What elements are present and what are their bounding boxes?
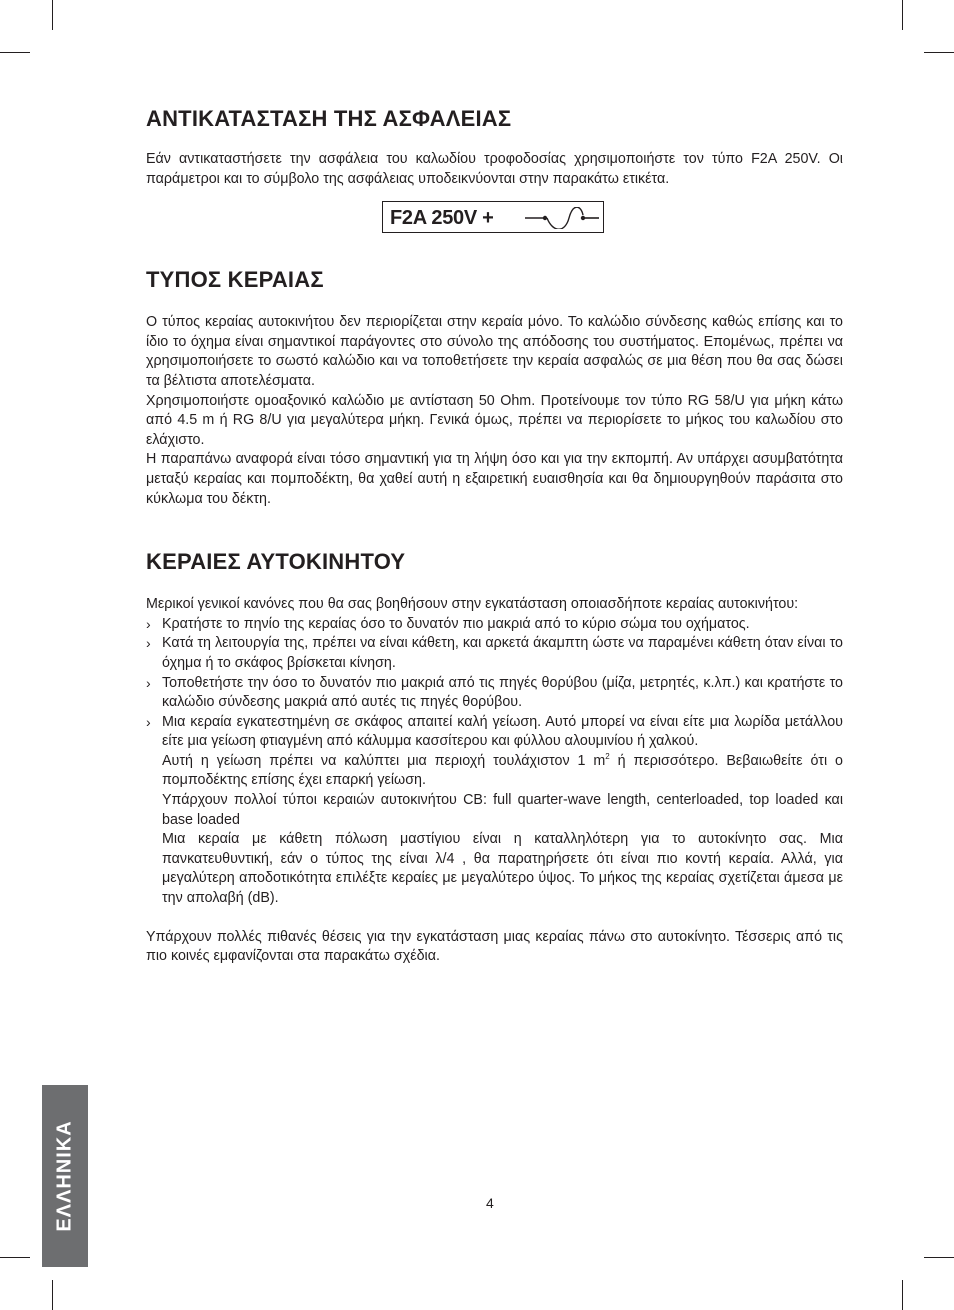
closing-paragraph: Υπάρχουν πολλές πιθανές θέσεις για την εγκατάσταση μιας κεραίας πάνω στο αυτοκίνητο. Τέσσερις από τις πιο κοινές εμφανίζονται στα παρακάτω σχέδια. <box>146 928 843 965</box>
grounding-continuation <box>146 752 843 791</box>
page-number: 4 <box>486 1195 494 1211</box>
crop-mark <box>52 1280 53 1310</box>
crop-mark <box>52 0 53 30</box>
language-tab-label: ΕΛΛΗΝΙΚΑ <box>53 1120 76 1232</box>
square-superscript: 2 <box>605 752 610 762</box>
language-side-tab <box>42 1085 88 1267</box>
page-content <box>146 104 843 967</box>
antenna-type-paragraph-1: Ο τύπος κεραίας αυτοκινήτου δεν περιορίζεται στην κεραία μόνο. Το καλώδιο σύνδεσης καθώς επίσης και το ίδιο το όχημα είναι σημαντικοί παράγοντες στο σύνολο της απόδοσης του συστήματος. Επομένως, πρέπει να χρησιμοποιήσετε το σωστό καλώδιο και να τοποθετήσετε την κεραία ασφαλώς σε μια θέση που θα σας δώσει τα βέλτιστα αποτελέσματα. <box>146 314 843 389</box>
list-item: › Τοποθετήστε την όσο το δυνατόν πιο μακριά από τις πηγές θορύβου (μίζα, μετρητές, κ.λπ.) και κρατήστε το καλώδιο σύνδεσης μακριά από αυτές τις πηγές θορύβου. <box>146 674 843 713</box>
grounding-text-a: Αυτή η γείωση πρέπει να καλύπτει μια περιοχή τουλάχιστον 1 m <box>162 752 606 769</box>
crop-mark <box>902 0 903 30</box>
list-item: › Κατά τη λειτουργία της, πρέπει να είναι κάθετη, και αρκετά άκαμπτη ώστε να παραμένει κάθετη όταν είναι το όχημα ή το σκάφος βρίσκεται κίνηση. <box>146 634 843 673</box>
list-item: › Μια κεραία εγκατεστημένη σε σκάφος απαιτεί καλή γείωση. Αυτό μπορεί να είναι είτε μια λωρίδα μετάλλου είτε μια γείωση φτιαγμένη από κάλυμμα κασσίτερου και φύλλου αλουμινίου ή χαλκού. <box>146 713 843 752</box>
fuse-paragraph: Εάν αντικαταστήσετε την ασφάλεια του καλωδίου τροφοδοσίας χρησιμοποιήστε τον τύπο F2A 250V. Οι παράμετροι και το σύμβολο της ασφάλειας υποδεικνύονται στην παρακάτω ετικέτα. <box>146 151 843 187</box>
fuse-heading: ΑΝΤΙΚΑΤΑΣΤΑΣΗ ΤΗΣ ΑΣΦΑΛΕΙΑΣ <box>146 106 512 131</box>
car-antennas-heading: ΚΕΡΑΙΕΣ ΑΥΤΟΚΙΝΗΤΟΥ <box>146 549 406 575</box>
fuse-label-area <box>146 201 843 237</box>
crop-mark <box>0 1257 30 1258</box>
antenna-type-paragraph-3: Η παραπάνω αναφορά είναι τόσο σημαντική για τη λήψη όσο και για την εκπομπή. Αν υπάρχει ασυμβατότητα μεταξύ κεραίας και πομποδέκτη, θα χαθεί αυτή η εξαιρετική ευαισθησία και θα δημιουργηθούν παράσιτα στο κύκλωμα του δέκτη. <box>146 451 843 507</box>
crop-mark <box>0 52 30 53</box>
crop-mark <box>924 1257 954 1258</box>
fuse-label-box <box>382 201 604 233</box>
antenna-type-paragraph-2: Χρησιμοποιήστε ομοαξονικό καλώδιο με αντίσταση 50 Ohm. Προτείνουμε τον τύπο RG 58/U για μήκη κάτω από 4.5 m ή RG 8/U για μεγαλύτερα μήκη. Γενικά όμως, πρέπει να περιορίσετε το μήκος του καλωδίου στο ελάχιστο. <box>146 392 843 448</box>
list-item: › Κρατήστε το πηνίο της κεραίας όσο το δυνατόν πιο μακριά από το κύριο σώμα του οχήματος. <box>146 615 843 635</box>
antenna-types-continuation: Υπάρχουν πολλοί τύποι κεραιών αυτοκινήτου CB: full quarter-wave length, centerloaded, top loaded και base loaded <box>162 792 843 828</box>
car-antennas-intro: Μερικοί γενικοί κανόνες που θα σας βοηθήσουν στην εγκατάσταση οποιασδήποτε κεραίας αυτοκινήτου: <box>146 596 799 613</box>
fuse-symbol-icon <box>523 207 601 229</box>
crop-mark <box>924 52 954 53</box>
car-antennas-body <box>146 595 843 967</box>
crop-mark <box>902 1280 903 1310</box>
antenna-type-heading: ΤΥΠΟΣ ΚΕΡΑΙΑΣ <box>146 267 324 293</box>
fuse-label-text: F2A 250V + <box>390 207 494 230</box>
polarization-continuation: Μια κεραία με κάθετη πόλωση μαστίγιου είναι η καταλληλότερη για το αυτοκίνητο σας. Μια πανκατευθυντική, εάν ο τύπος της είναι λ/4 , θα παρατηρήσετε ότι είναι πιο κοντή κεραία. Αλλά, για μεγαλύτερη αποδοτικότητα επιλέξτε κεραίες με μεγαλύτερο ύψος. Το μήκος της κεραίας σχετίζεται άμεσα με την απολαβή (dB). <box>162 831 843 907</box>
antenna-type-body <box>146 313 843 509</box>
grounding-text-b: ή περισσότερο. Βεβαιωθείτε ότι ο πομποδέκτης επίσης έχει επαρκή γείωση. <box>162 752 843 789</box>
car-antennas-rules-list <box>146 615 843 752</box>
